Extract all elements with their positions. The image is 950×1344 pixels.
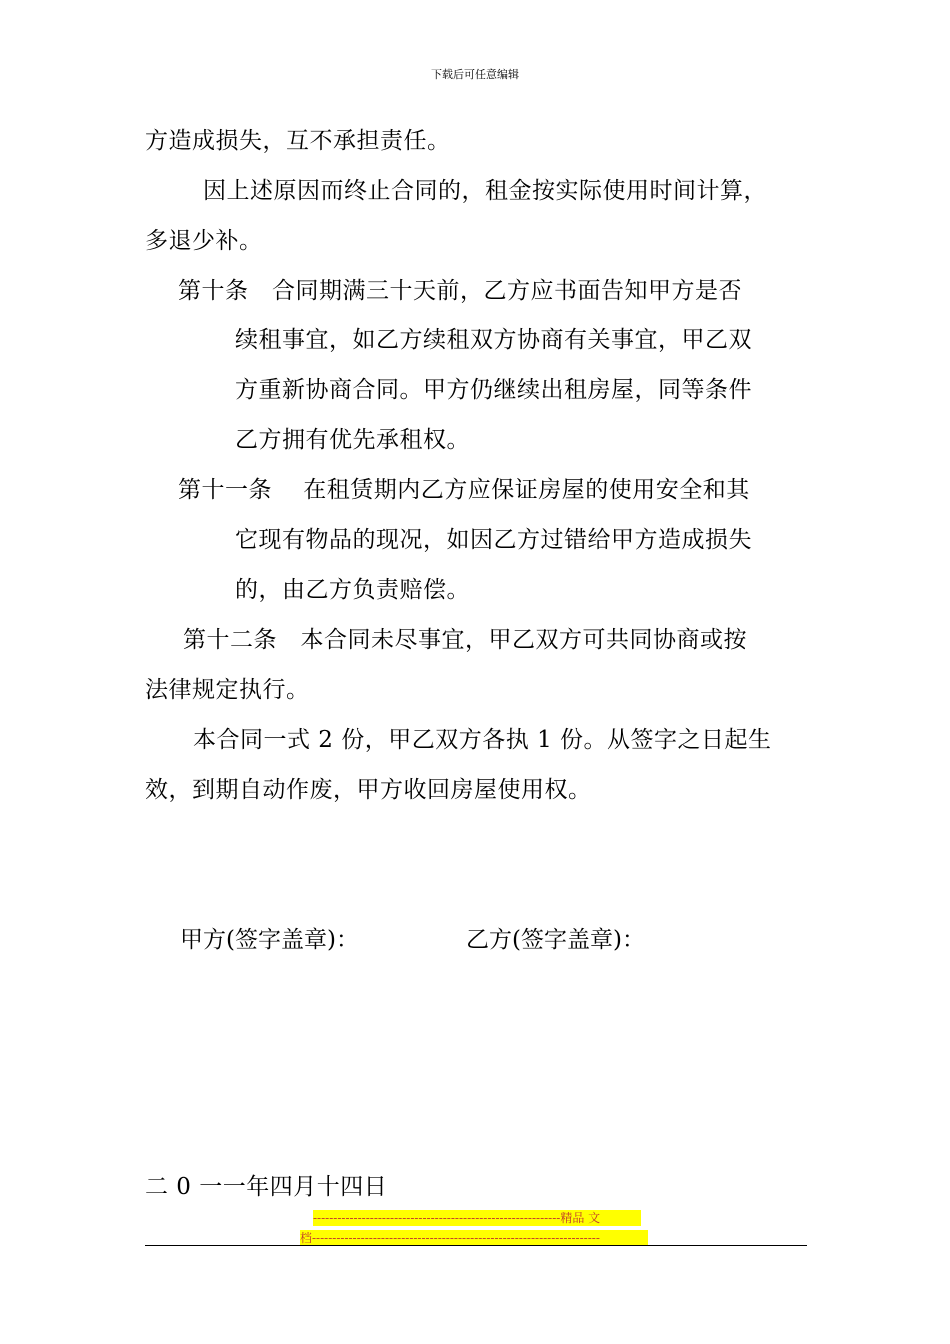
article-11-line: 第十一条 在租赁期内乙方应保证房屋的使用安全和其: [178, 477, 750, 503]
body-line: 因上述原因而终止合同的，租金按实际使用时间计算，: [203, 178, 767, 204]
article-10-line: 第十条 合同期满三十天前，乙方应书面告知甲方是否: [178, 278, 742, 304]
footer-divider: [145, 1245, 807, 1246]
contract-date: 二 0 一一年四月十四日: [145, 1174, 388, 1200]
party-b-signature-label: 乙方(签字盖章)：: [466, 927, 645, 953]
article-10-line: 方重新协商合同。甲方仍继续出租房屋，同等条件: [235, 377, 752, 403]
party-a-signature-label: 甲方(签字盖章)：: [180, 927, 359, 953]
footer-watermark: [300, 1210, 650, 1250]
body-line: 方造成损失，互不承担责任。: [145, 128, 451, 154]
article-11-line: 它现有物品的现况，如因乙方过错给甲方造成损失: [235, 527, 752, 553]
article-10-line: 续租事宜，如乙方续租双方协商有关事宜，甲乙双: [235, 327, 752, 353]
article-10-line: 乙方拥有优先承租权。: [235, 427, 470, 453]
article-11-line: 的，由乙方负责赔偿。: [235, 577, 470, 603]
body-line: 本合同一式 2 份，甲乙双方各执 1 份。从签字之日起生: [193, 727, 772, 753]
header-note: 下载后可任意编辑: [431, 68, 519, 81]
footer-line: 档-----------------------------------------------------------------------: [300, 1230, 648, 1246]
footer-line: -------------------------------------------------------------精品 文: [313, 1210, 641, 1226]
article-12-line: 第十二条 本合同未尽事宜，甲乙双方可共同协商或按: [183, 627, 747, 653]
body-line: 效，到期自动作废，甲方收回房屋使用权。: [145, 777, 592, 803]
article-12-line: 法律规定执行。: [145, 677, 310, 703]
body-line: 多退少补。: [145, 228, 263, 254]
